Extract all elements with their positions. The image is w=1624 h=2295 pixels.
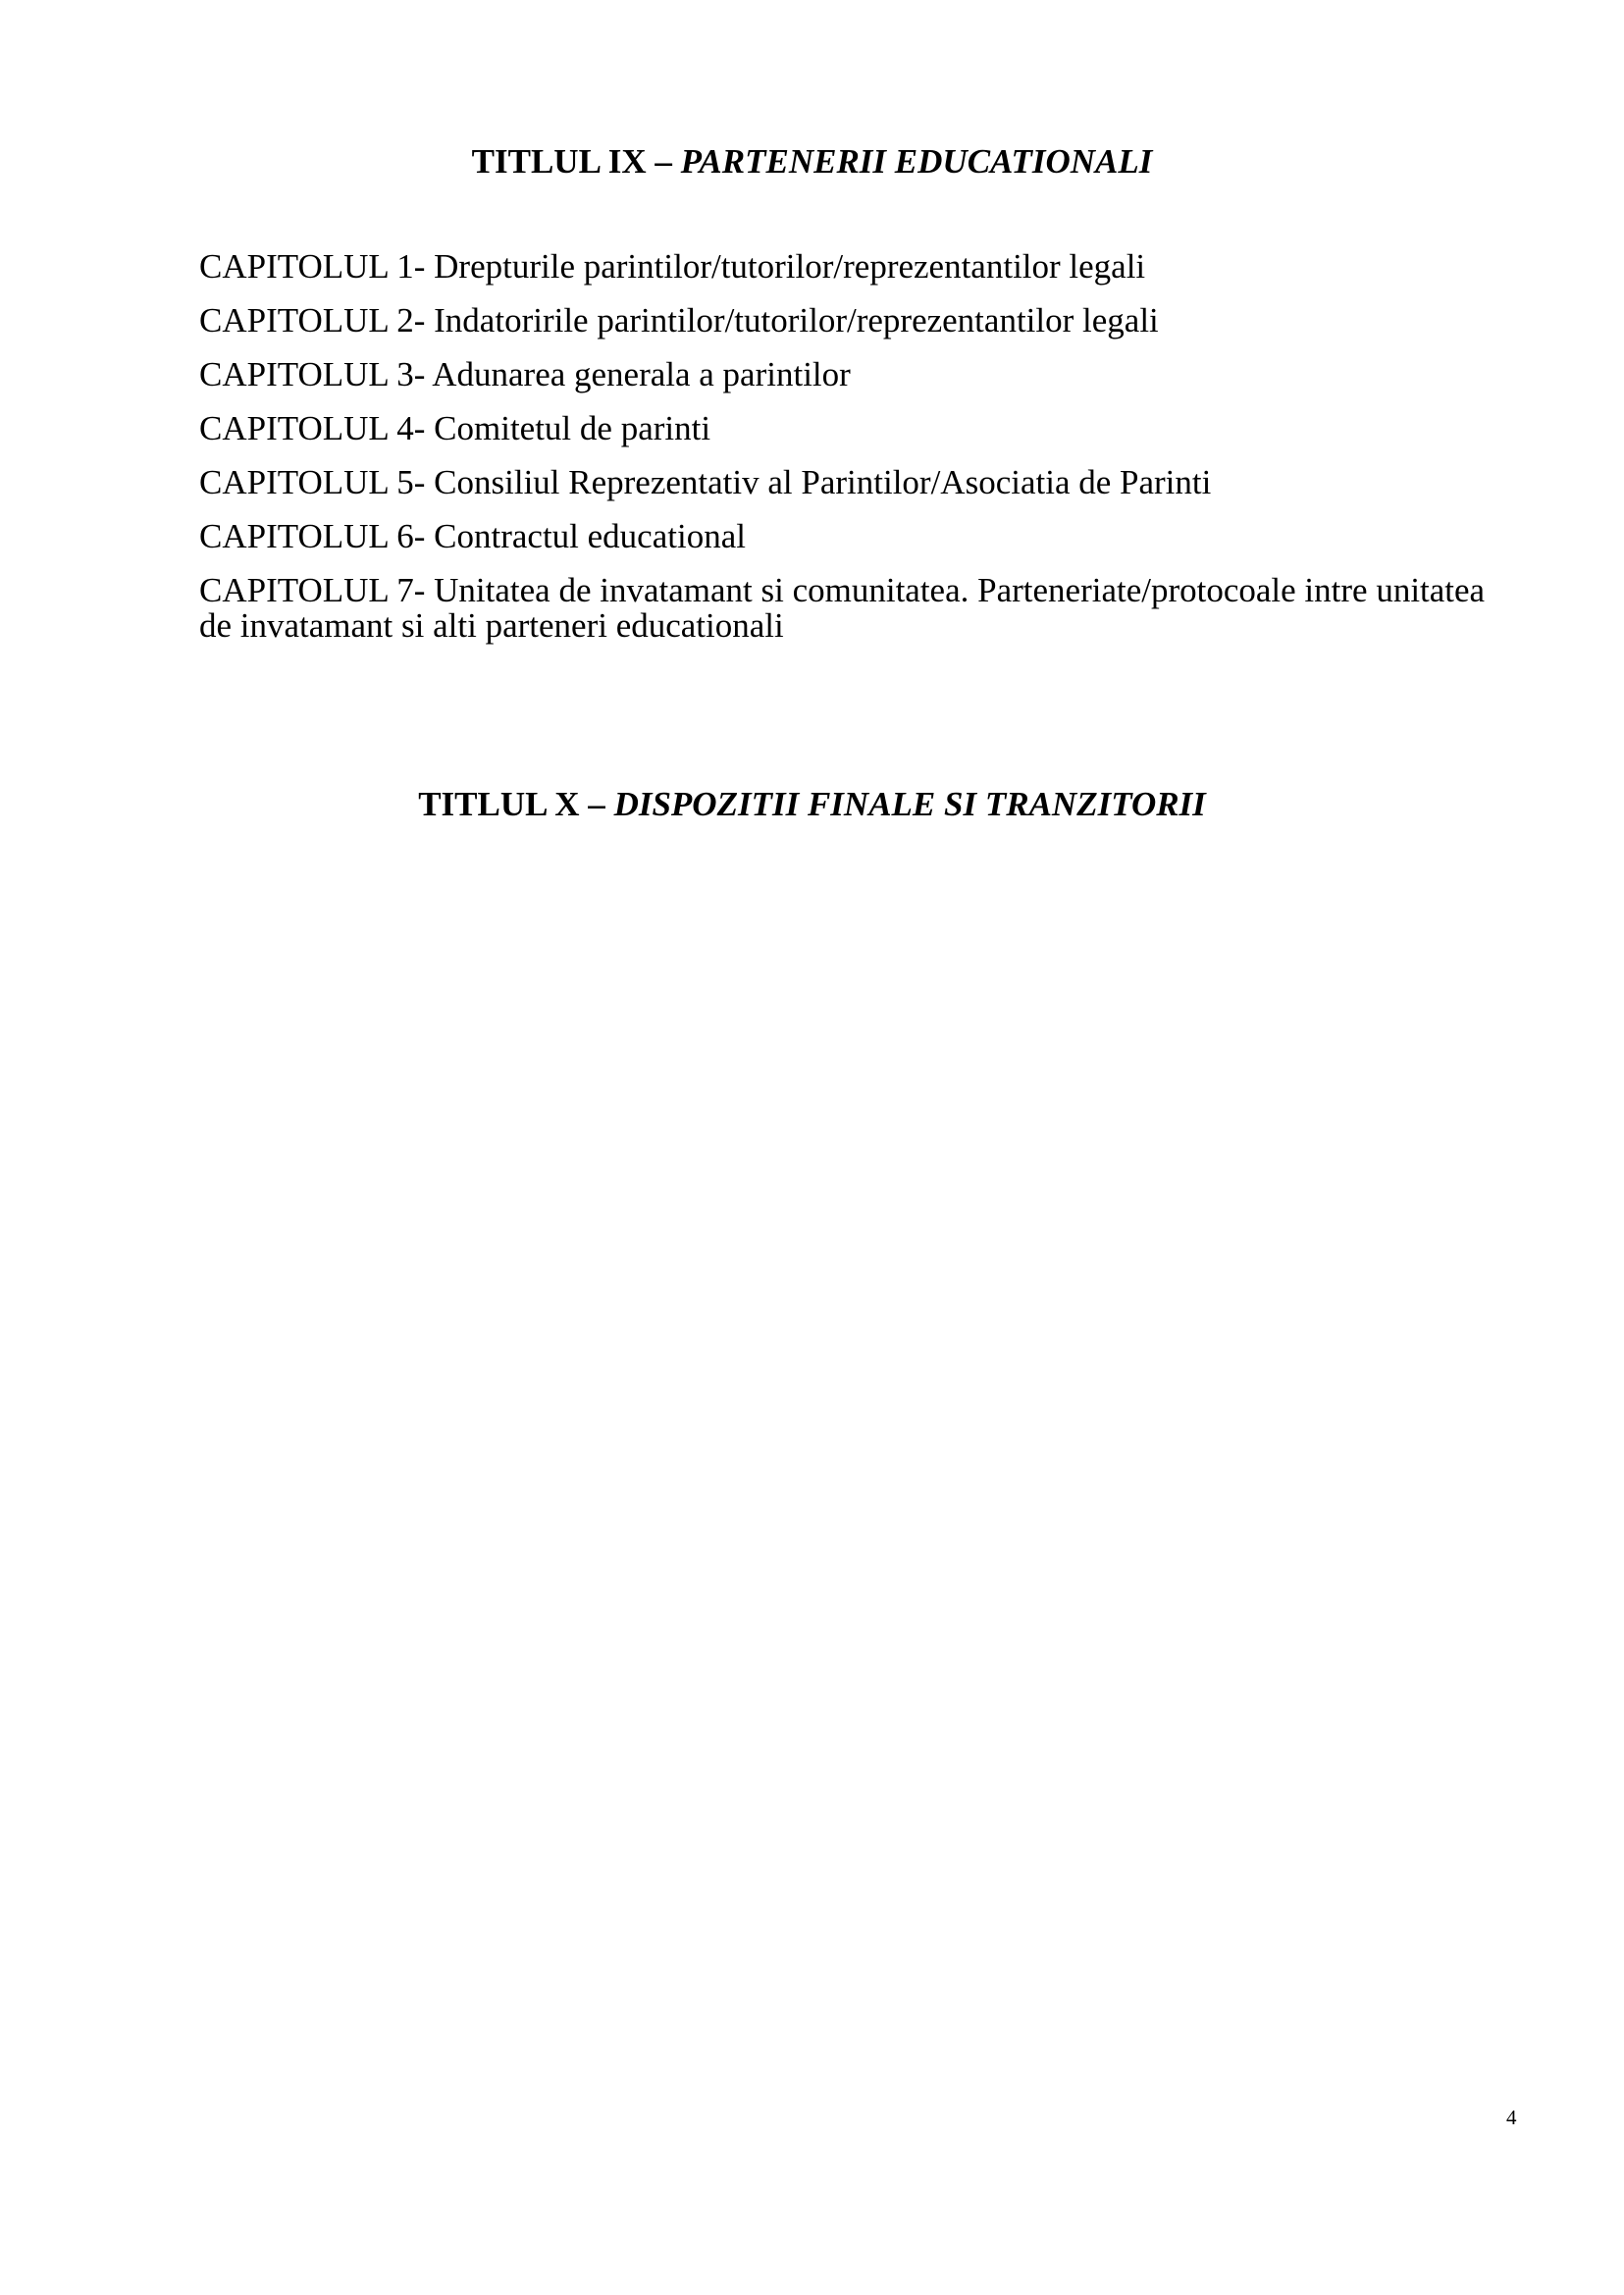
section-title-x-subject: DISPOZITII FINALE SI TRANZITORII [613, 785, 1206, 823]
chapter-list [199, 249, 1514, 644]
section-title-x [0, 783, 1624, 826]
chapter-item-4: CAPITOLUL 4- Comitetul de parinti [199, 409, 711, 447]
chapter-item-2: CAPITOLUL 2- Indatoririle parintilor/tutorilor/reprezentantilor legali [199, 301, 1159, 339]
section-title-ix [0, 140, 1624, 183]
section-title-ix-subject: PARTENERII EDUCATIONALI [680, 142, 1153, 181]
chapter-item-3: CAPITOLUL 3- Adunarea generala a parintilor [199, 355, 851, 393]
section-title-x-prefix: TITLUL X – [418, 785, 614, 823]
page-number: 4 [1506, 2106, 1517, 2129]
chapter-item-6: CAPITOLUL 6- Contractul educational [199, 517, 746, 555]
chapter-item-7: CAPITOLUL 7- Unitatea de invatamant si comunitatea. Parteneriate/protocoale intre unitatea de invatamant si alti parteneri educationali [199, 571, 1486, 645]
chapter-item-1: CAPITOLUL 1- Drepturile parintilor/tutorilor/reprezentantilor legali [199, 247, 1146, 286]
section-title-ix-prefix: TITLUL IX – [471, 142, 681, 181]
chapter-item-5: CAPITOLUL 5- Consiliul Reprezentativ al Parintilor/Asociatia de Parinti [199, 463, 1212, 501]
